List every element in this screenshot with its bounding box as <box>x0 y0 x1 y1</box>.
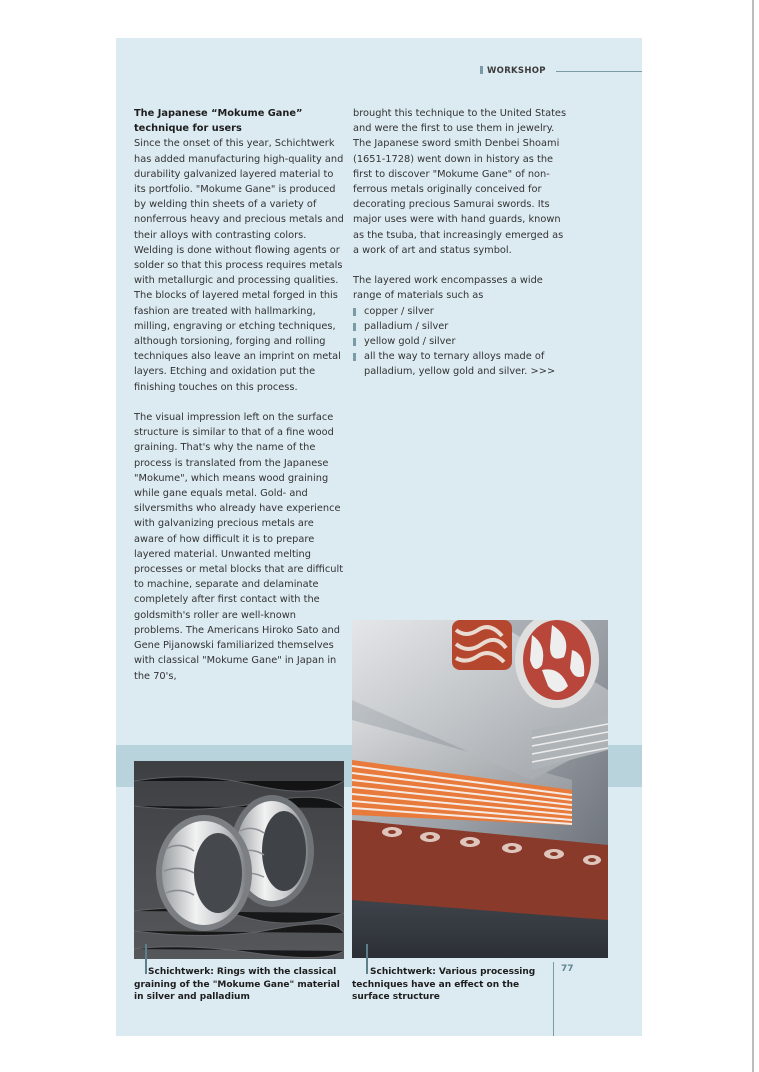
list-item: yellow gold / silver <box>353 334 567 349</box>
photo-silver-rings <box>134 761 344 959</box>
section-label: WORKSHOP <box>487 66 546 76</box>
text-column-left <box>134 106 346 684</box>
paragraph-3: brought this technique to the United States and were the first to use them in jewelry. The Japanese sword smith Denbei Shoami (1651-1728) went down in history as the first to discover "Mokume Gane" of non-ferrous metals originally conceived for decorating precious Samurai swords. Its major uses were with hand guards, known as the tsuba, that increasingly emerged as a work of art and status symbol. <box>353 108 567 256</box>
text-column-right <box>353 106 567 380</box>
page-number: 77 <box>561 964 574 974</box>
page-number-rule <box>553 962 554 1036</box>
section-marker <box>480 66 483 74</box>
scan-edge <box>752 0 754 1072</box>
paragraph-1: Since the onset of this year, Schichtwerk has added manufacturing high-quality and durability galvanized layered material to its portfolio. "Mokume Gane" is produced by welding thin sheets of a variety of nonferrous heavy and precious metals and their alloys with contrasting colors. Welding is done without flowing agents or solder so that this process requires metals with metallurgic and processing qualities. The blocks of layered metal forged in this fashion are treated with hallmarking, milling, engraving or etching techniques, although torsioning, forging and rolling techniques also leave an imprint on metal layers. Etching and oxidation put the finishing touches on this process. <box>134 138 344 393</box>
section-header <box>480 66 546 76</box>
header-rule <box>556 71 642 72</box>
article-title: The Japanese “Mokume Gane” technique for users <box>134 108 303 135</box>
paragraph-2: The visual impression left on the surface structure is similar to that of a fine wood graining. That's why the name of the process is translated from the Japanese "Mokume", which means wood graining while gane equals metal. Gold- and silversmiths who already have experience with galvanizing precious metals are aware of how difficult it is to prepare layered material. Unwanted melting processes or metal blocks that are difficult to machine, separate and delaminate completely after first contact with the goldsmith's roller are well-known problems. The Americans Hiroko Sato and Gene Pijanowski familiarized themselves with classical "Mokume Gane" in Japan in the 70's, <box>134 412 344 682</box>
list-item: all the way to ternary alloys made of palladium, yellow gold and silver. >>> <box>353 349 567 379</box>
photo-layered-metal-image <box>352 620 608 958</box>
photo-silver-rings-image <box>134 761 344 959</box>
caption-right: Schichtwerk: Various processing techniques have an effect on the surface structure <box>352 967 536 1002</box>
list-item: copper / silver <box>353 304 567 319</box>
caption-left: Schichtwerk: Rings with the classical graining of the "Mokume Gane" material in silver and palladium <box>134 967 340 1002</box>
photo-layered-metal <box>352 620 608 958</box>
list-item: palladium / silver <box>353 319 567 334</box>
materials-list <box>353 304 567 380</box>
paragraph-4: The layered work encompasses a wide range of materials such as <box>353 275 543 302</box>
